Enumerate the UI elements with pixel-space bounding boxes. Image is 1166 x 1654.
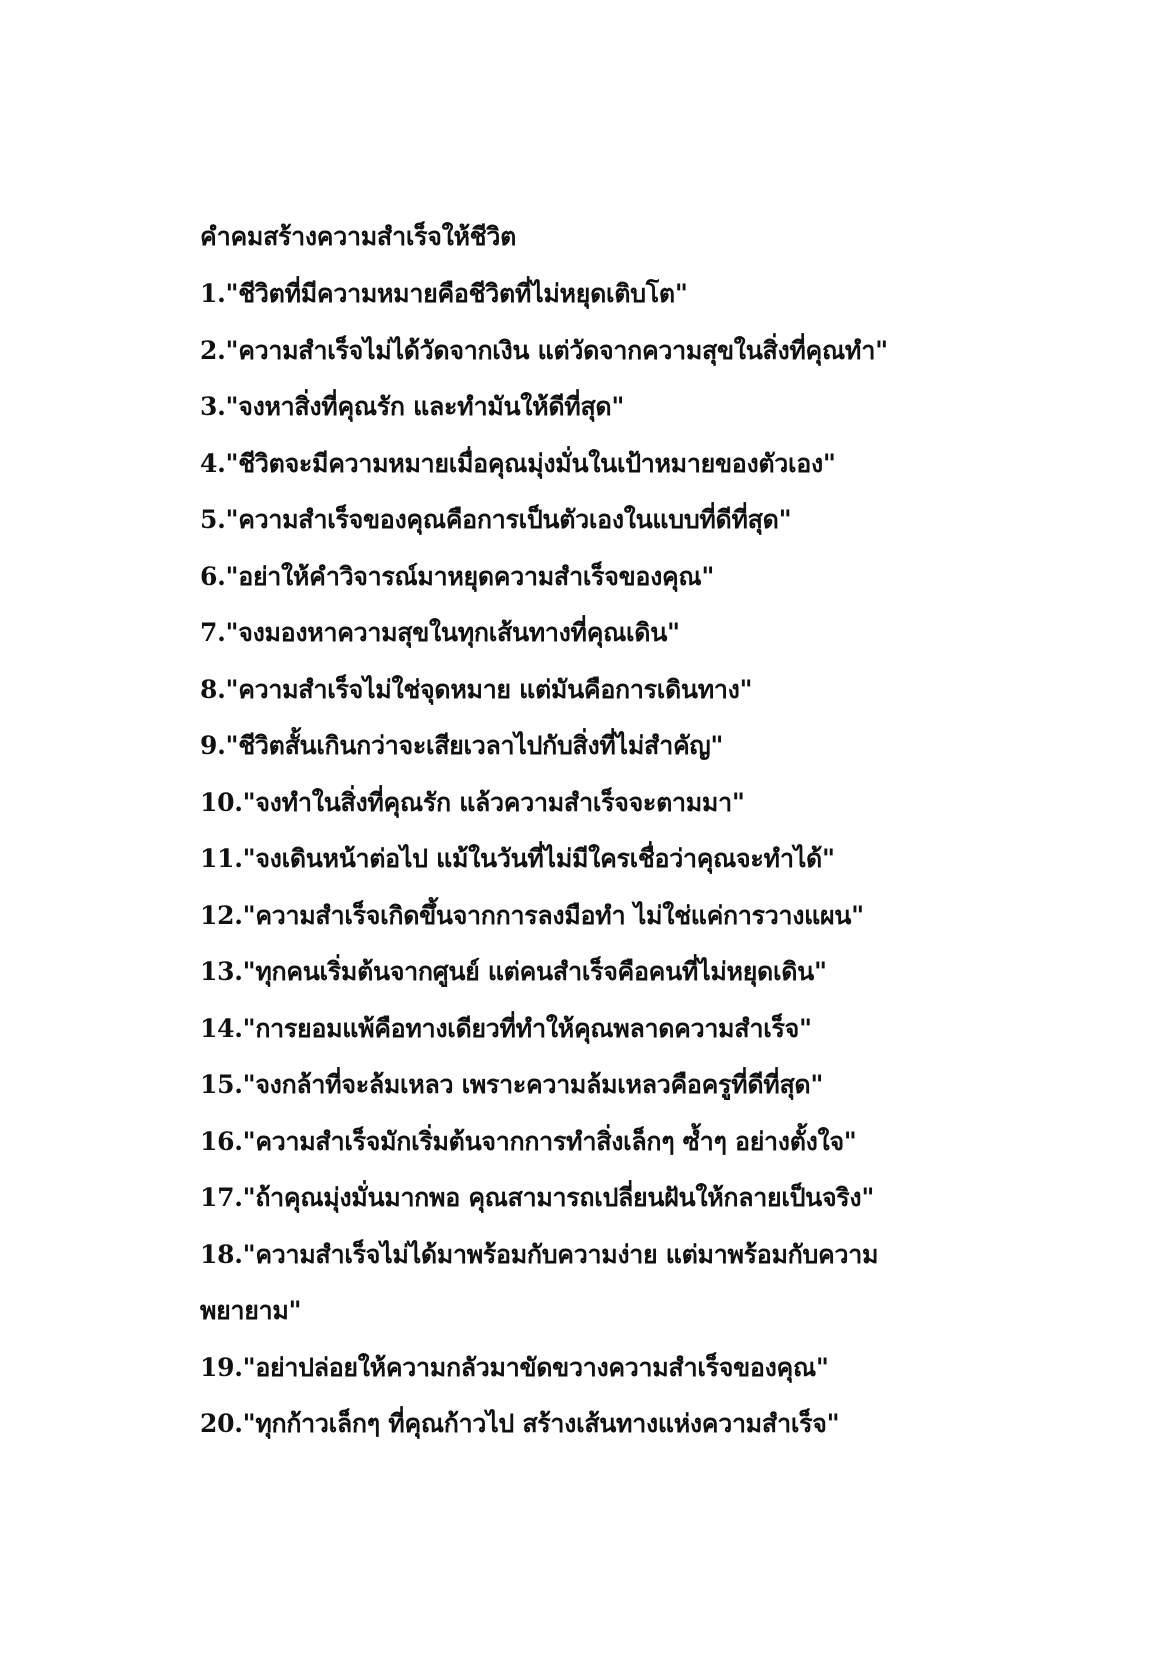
quote-item-18 — [200, 1227, 900, 1340]
quote-item-6: 6."อย่าให้คำวิจารณ์มาหยุดความสำเร็จของคุณ" — [200, 561, 715, 591]
quote-item-1: 1."ชีวิตที่มีความหมายคือชีวิตที่ไม่หยุดเติบโต" — [200, 279, 688, 308]
quote-item-18-line-1: 18."ความสำเร็จไม่ได้มาพร้อมกับความง่าย แต่มาพร้อมกับความ — [200, 1239, 879, 1269]
quote-item-20: 20."ทุกก้าวเล็กๆ ที่คุณก้าวไป สร้างเส้นทางแห่งความสำเร็จ" — [200, 1409, 840, 1438]
quote-item-3: 3."จงหาสิ่งที่คุณรัก และทำมันให้ดีที่สุด" — [200, 392, 625, 421]
quote-item-2: 2."ความสำเร็จไม่ได้วัดจากเงิน แต่วัดจากความสุขในสิ่งที่คุณทำ" — [200, 335, 888, 365]
quote-item-17: 17."ถ้าคุณมุ่งมั่นมากพอ คุณสามารถเปลี่ยนฝันให้กลายเป็นจริง" — [200, 1183, 875, 1212]
quote-item-18-line-2: พยายาม" — [200, 1296, 302, 1325]
quote-item-5: 5."ความสำเร็จของคุณคือการเป็นตัวเองในแบบที่ดีที่สุด" — [200, 505, 792, 534]
quote-item-8: 8."ความสำเร็จไม่ใช่จุดหมาย แต่มันคือการเดินทาง" — [200, 674, 753, 704]
quote-item-14: 14."การยอมแพ้คือทางเดียวที่ทำให้คุณพลาดความสำเร็จ" — [200, 1013, 812, 1043]
quote-item-19: 19."อย่าปล่อยให้ความกลัวมาขัดขวางความสำเร็จของคุณ" — [200, 1352, 829, 1382]
page-title: คำคมสร้างความสำเร็จให้ชีวิต — [200, 222, 517, 251]
quote-item-13: 13."ทุกคนเริ่มต้นจากศูนย์ แต่คนสำเร็จคือคนที่ไม่หยุดเดิน" — [200, 957, 827, 986]
quote-item-11: 11."จงเดินหน้าต่อไป แม้ในวันที่ไม่มีใครเชื่อว่าคุณจะทำได้" — [200, 844, 835, 873]
document-content — [200, 208, 1100, 1453]
quote-item-9: 9."ชีวิตสั้นเกินกว่าจะเสียเวลาไปกับสิ่งที่ไม่สำคัญ" — [200, 731, 724, 760]
quote-item-12: 12."ความสำเร็จเกิดขึ้นจากการลงมือทำ ไม่ใช่แค่การวางแผน" — [200, 900, 864, 930]
quote-item-15: 15."จงกล้าที่จะล้มเหลว เพราะความล้มเหลวคือครูที่ดีที่สุด" — [200, 1070, 824, 1099]
quote-item-10: 10."จงทำในสิ่งที่คุณรัก แล้วความสำเร็จจะตามมา" — [200, 787, 745, 817]
quote-item-7: 7."จงมองหาความสุขในทุกเส้นทางที่คุณเดิน" — [200, 618, 680, 647]
quote-item-16: 16."ความสำเร็จมักเริ่มต้นจากการทำสิ่งเล็กๆ ซ้ำๆ อย่างตั้งใจ" — [200, 1126, 857, 1156]
quote-list — [200, 266, 1100, 1453]
quote-item-4: 4."ชีวิตจะมีความหมายเมื่อคุณมุ่งมั่นในเป้าหมายของตัวเอง" — [200, 448, 836, 478]
